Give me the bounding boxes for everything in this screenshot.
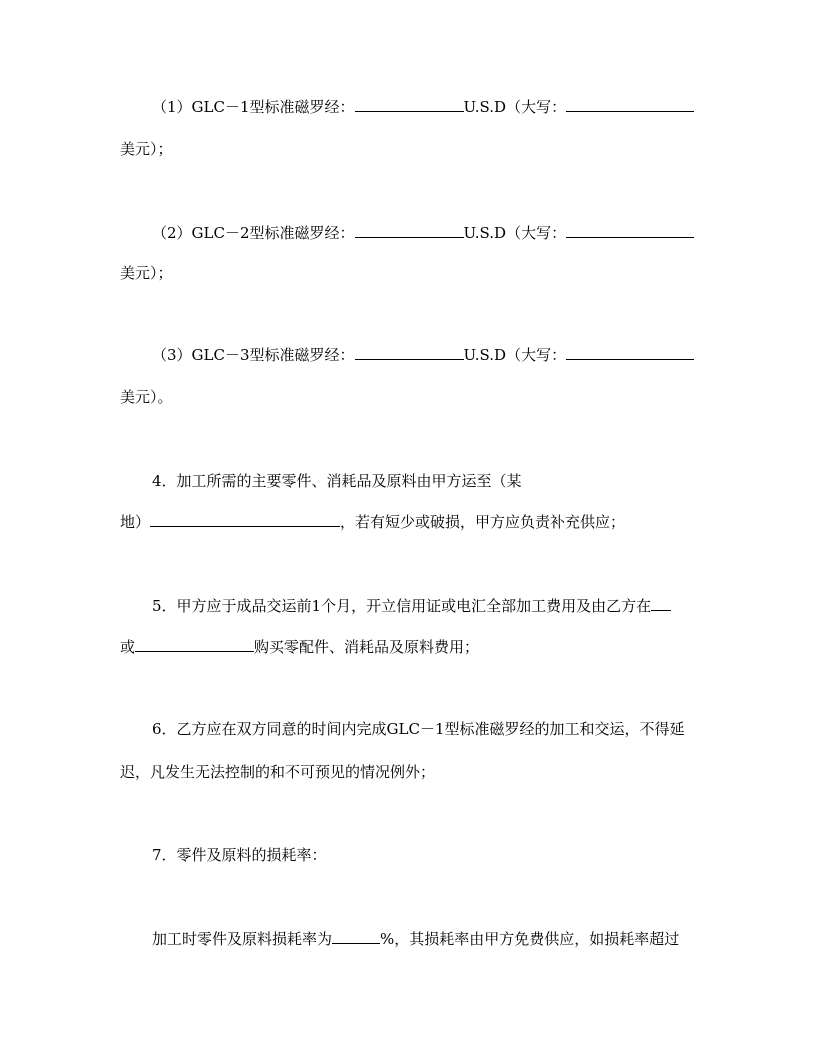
price-item-3-line-1	[120, 345, 698, 365]
clause-7-body-prefix: 加工时零件及原料损耗率为	[152, 930, 333, 948]
clause-4-line-2	[120, 512, 698, 532]
price-item-1-currency: U.S.D（大写：	[463, 98, 567, 116]
clause-4-line-1: 4．加工所需的主要零件、消耗品及原料由甲方运至（某	[152, 472, 522, 490]
price-item-2-words-blank	[566, 223, 694, 238]
clause-7-body-suffix: %，其损耗率由甲方免费供应，如损耗率超过	[380, 930, 680, 948]
clause-5-place-blank-1	[651, 596, 671, 611]
price-item-3-currency: U.S.D（大写：	[463, 346, 567, 364]
clause-5-line-2	[120, 637, 698, 657]
price-item-1-words-blank	[566, 97, 694, 112]
price-item-1-line-1	[120, 97, 698, 117]
clause-6-line-2: 迟，凡发生无法控制的和不可预见的情况例外；	[120, 763, 436, 781]
price-item-3-label: （3）GLC－3型标准磁罗经：	[152, 346, 355, 364]
price-item-3-words-blank	[566, 345, 694, 360]
clause-7-body	[120, 929, 698, 949]
price-item-2-label: （2）GLC－2型标准磁罗经：	[152, 224, 355, 242]
price-item-1-amount-blank	[355, 97, 464, 112]
clause-5-line-1	[120, 596, 698, 616]
price-item-2-line-1	[120, 223, 698, 243]
clause-4-text: ，若有短少或破损，甲方应负责补充供应；	[340, 513, 626, 531]
clause-5-place-blank-2	[135, 637, 254, 652]
clause-4-location-label: 地）	[120, 513, 151, 531]
clause-5-text: 5．甲方应于成品交运前1个月，开立信用证或电汇全部加工费用及由乙方在	[152, 597, 652, 615]
price-item-2-line-2: 美元）；	[120, 264, 173, 282]
price-item-3-line-2: 美元）。	[120, 388, 173, 406]
price-item-1-line-2: 美元）；	[120, 140, 173, 158]
price-item-3-amount-blank	[355, 345, 464, 360]
price-item-1-label: （1）GLC－1型标准磁罗经：	[152, 98, 355, 116]
price-item-2-currency: U.S.D（大写：	[463, 224, 567, 242]
clause-6-line-1: 6．乙方应在双方同意的时间内完成GLC－1型标准磁罗经的加工和交运，不得延	[152, 720, 685, 738]
clause-7-rate-blank	[332, 929, 380, 944]
price-item-2-amount-blank	[355, 223, 464, 238]
clause-7-title: 7．零件及原料的损耗率：	[152, 846, 327, 864]
clause-5-or: 或	[120, 638, 136, 656]
clause-4-location-blank	[150, 512, 340, 527]
clause-5-text-2: 购买零配件、消耗品及原料费用；	[254, 638, 480, 656]
